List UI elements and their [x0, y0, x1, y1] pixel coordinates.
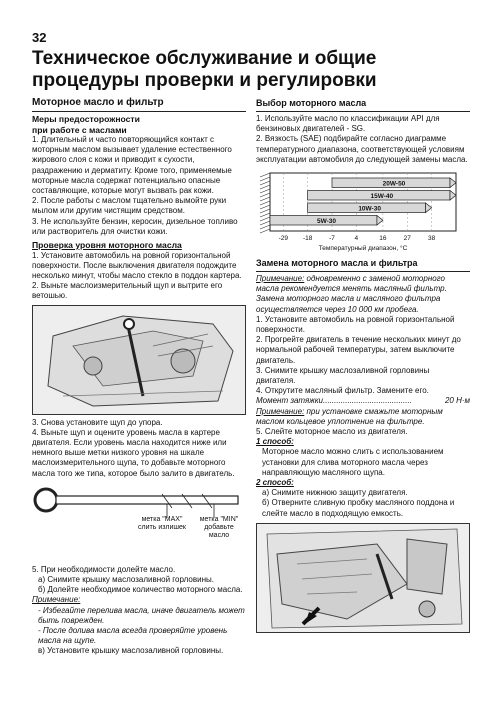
method1-text: Моторное масло можно слить с использованием установки для слива моторного масла через направляющую масляного щупа. [262, 447, 444, 477]
method2-item: а) Снимите нижнюю защиту двигателя. [262, 488, 408, 498]
check-item: 2. Выньте маслоизмерительный щуп и вытрите его ветошью. [32, 281, 223, 301]
replace-item: 3. Снимите крышку маслозаливной горловины двигателя. [256, 365, 430, 386]
hatch-line [260, 229, 270, 233]
hatch-line [260, 181, 270, 185]
tick-label: 16 [379, 235, 387, 243]
replace-note-label: Примечание: [256, 274, 305, 284]
replace-item: 4. Открутите масляный фильтр. Замените его. [256, 386, 429, 396]
tick-label: -29 [278, 235, 288, 243]
tick-label: 27 [403, 235, 411, 243]
hatch-line [260, 201, 270, 205]
note2-label: Примечание: [256, 406, 305, 416]
add-oil-item: 5. При необходимости долейте масло. [32, 564, 176, 574]
check-level-title: Проверка уровня моторного масла [32, 240, 182, 251]
tick-label: 4 [354, 235, 359, 243]
hatch-line [260, 185, 270, 189]
torque-value: 20 Н·м [444, 396, 470, 406]
series-label: 5W-30 [316, 218, 336, 226]
note-item: - Избегайте перелива масла, иначе двигатель может быть поврежден. [38, 605, 245, 625]
page-number: 32 [32, 30, 47, 45]
left-column [32, 97, 246, 657]
tick-label: -18 [302, 235, 313, 243]
drain-item: 5. Слейте моторное масло из двигателя. [256, 427, 408, 437]
viscosity-chart-svg [256, 169, 470, 255]
check-item: 4. Выньте щуп и оцените уровень масла в картере двигателя. Если уровень масла находится ниже или немного выше метки низкого уровня на шкале маслоизмерительного щупа, то добавьте моторного масла того же типа, которое было залито в двигатель. [32, 427, 235, 478]
replace-note: одновременно с заменой моторного масла рекомендуется менять масляный фильтр. Замена моторного масла и масляного фильтра осуществляется через 10 000 км пробега. [256, 274, 447, 314]
torque-dots: ........................................ [323, 396, 412, 406]
torque-label: Момент затяжки [256, 396, 323, 406]
add-oil-subitem: а) Снимите крышку маслозаливной горловины. [38, 574, 214, 584]
hatch-line [260, 197, 270, 201]
safety-title: Меры предосторожности [32, 114, 140, 124]
add-oil-subitem: б) Долейте необходимое количество моторного масла. [38, 585, 243, 595]
torque-spec [256, 396, 470, 406]
viscosity-chart [256, 169, 470, 255]
divider [256, 271, 470, 272]
tick-label: -7 [329, 235, 335, 243]
replace-item: 2. Прогрейте двигатель в течение нескольких минут до нормальной рабочей температуры, затем выключите двигатель. [256, 335, 461, 365]
choice-item: 2. Вязкость (SAE) подбирайте согласно диаграмме температурного диапазона, соответствующей условиям эксплуатации автомобиля до следующей замены масла. [256, 134, 468, 164]
note-item: - После долива масла всегда проверяйте уровень масла на щупе. [38, 625, 228, 646]
dipstick-diagram [32, 482, 246, 562]
engine-dipstick-illustration [32, 305, 246, 415]
safety-subtitle: при работе с маслами [32, 124, 127, 135]
safety-item: 3. Не используйте бензин, керосин, дизельное топливо или растворитель для очистки кожи. [32, 216, 238, 236]
series-label: 10W-30 [358, 205, 381, 213]
note2-text: при установке смажьте моторным маслом кольцевое уплотнение на фильтре. [256, 406, 443, 426]
note-label: Примечание: [32, 595, 81, 605]
x-axis-label: Температурный диапазон, °С [318, 245, 408, 253]
hatch-line [260, 225, 270, 229]
hatch-line [260, 193, 270, 197]
engine-drawing [33, 306, 245, 414]
method1-label: 1 способ: [256, 437, 294, 447]
hatch-line [260, 221, 270, 225]
page-title: Техническое обслуживание и общие процедуры проверки и регулировки [32, 48, 377, 91]
drain-plug-drawing [257, 524, 469, 632]
hatch-line [260, 213, 270, 217]
right-column [256, 97, 470, 636]
check-item: 3. Снова установите щуп до упора. [32, 417, 163, 427]
max-mark-label: метка "MAX" слить излишек [138, 515, 186, 531]
hatch-line [260, 217, 270, 221]
divider [32, 111, 246, 112]
drain-plug-illustration [256, 523, 470, 633]
method2-item: б) Отверните сливную пробку масляного поддона и слейте масло в подходящую емкость. [262, 498, 455, 518]
series-label: 20W-50 [382, 180, 406, 188]
hatch-line [260, 205, 270, 209]
min-mark-label: метка "MIN" добавьте масло [199, 515, 239, 539]
oil-replace-title: Замена моторного масла и фильтра [256, 258, 418, 269]
hatch-line [260, 173, 270, 177]
check-item: 1. Установите автомобиль на ровной горизонтальной поверхности. После выключения двигателя подождите несколько минут, чтобы масло стекло в поддон картера. [32, 250, 242, 280]
hatch-line [260, 189, 270, 193]
method2-label: 2 способ: [256, 478, 294, 488]
safety-item: 2. После работы с маслом тщательно вымойте руки мылом или другим чистящим средством. [32, 196, 227, 216]
oil-choice-title: Выбор моторного масла [256, 98, 367, 108]
safety-item: 1. Длительный и часто повторяющийся контакт с моторным маслом вызывает удаление естественного жирового слоя с кожи и приводит к сухости, раздражению и дерматиту. Кроме того, применяемые моторные масла содержат потенциально опасные составляющие, которые могут вызвать рак кожи. [32, 135, 232, 196]
tick-label: 38 [428, 235, 436, 243]
series-label: 15W-40 [370, 193, 394, 201]
install-cap-item: в) Установите крышку маслозаливной горловины. [38, 646, 224, 656]
divider [256, 111, 470, 112]
choice-item: 1. Используйте масло по классификации API для бензиновых двигателей - SG. [256, 114, 440, 134]
hatch-line [260, 209, 270, 213]
hatch-line [260, 177, 270, 181]
replace-item: 1. Установите автомобиль на ровной горизонтальной поверхности. [256, 314, 455, 335]
section-title-oil-filter: Моторное масло и фильтр [32, 97, 164, 108]
